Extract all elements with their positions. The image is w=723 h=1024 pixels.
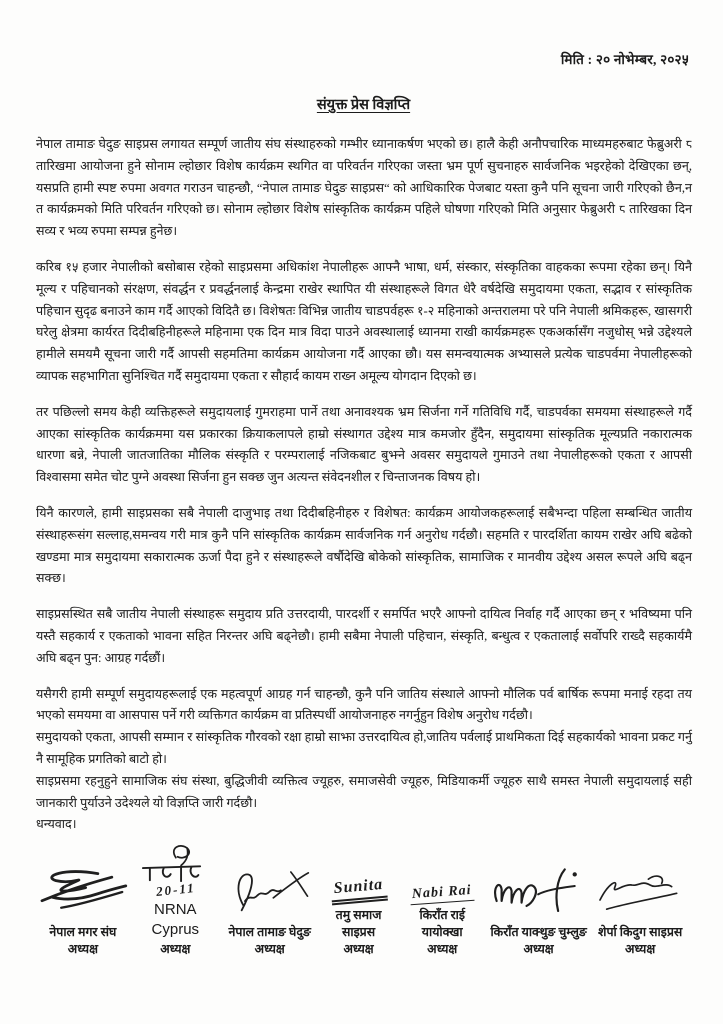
paragraph: करिब १५ हजार नेपालीको बसोबास रहेको साइप्रसमा अधिकांश नेपालीहरू आफ्नै भाषा, धर्म, संस्कार, संस्कृतिका वाहकका रूपमा रहेका छन्। यिनै मूल्य र पहिचानको संरक्षण, संवर्द्धन र प्रवर्द्धनलाई केन्द्रमा राखेर स्थापित यी संस्थाहरूले विगत धेरै वर्षदेखि समुदायमा एकता, सद्भाव र सांस्कृतिक पहिचान सुदृढ बनाउने काम गर्दै आएको विदितै छ। विशेषतः विभिन्न जातीय चाडपर्वहरू १-२ महिनाको अन्तरालमा परे पनि नेपाली श्रमिकहरू, खासगरी घरेलु क्षेत्रमा कार्यरत दिदीबहिनीहरूले महिनामा एक दिन मात्र विदा पाउने अवस्थालाई ध्यानमा राखी कार्यक्रमहरू एकअर्कासँग नजुधोस् भन्ने उद्देश्यले हामीले समयमै सूचना जारी गर्दै आपसी सहमतिमा कार्यक्रम आयोजना गर्दै आएका छौ। यस समन्वयात्मक अभ्यासले प्रत्येक चाडपर्वमा नेपालीहरूको व्यापक सहभागिता सुनिश्चित गर्दै समुदायमा एकता र सौहार्द कायम राख्न अमूल्य योगदान दिएको छ। bbox=[36, 259, 692, 383]
paragraph: तर पछिल्लो समय केही व्यक्तिहरूले समुदायलाई गुमराहमा पार्ने तथा अनावश्यक भ्रम सिर्जना गर्ने गतिविधि गर्दै, चाडपर्वका समयमा संस्थाहरूले गर्दै आएका सांस्कृतिक कार्यक्रममा यस प्रकारका क्रियाकलापले हाम्रो संस्थागत उद्देश्य मात्र कमजोर हुँदैन, समुदायमा सांस्कृतिक मूल्यप्रति नकारात्मक धारणा बन्ने, नेपाली जातजातिका मौलिक संस्कृति र परम्परालाई नजिकबाट बुझ्ने अवसर समुदायले गुमाउने तथा नेपालीहरूको एकता र आपसी विश्वासमा समेत चोट पुग्ने अवस्था सिर्जना हुन सक्छ जुन अत्यन्त संवेदनशील र चिन्ताजनक विषय हो। bbox=[36, 404, 692, 485]
signatory-block-magar-sangh bbox=[36, 862, 130, 958]
signatory-role: अध्यक्ष bbox=[427, 941, 458, 956]
document-title: संयुक्त प्रेस विज्ञप्ति bbox=[316, 97, 411, 113]
signatory-org: शेर्पा किदुग साइप्रस bbox=[598, 924, 683, 939]
signature-scribble-icon bbox=[35, 862, 131, 920]
signatory-org: तमु समाज साइप्रस bbox=[335, 908, 382, 939]
paragraph: साइप्रसस्थित सबै जातीय नेपाली संस्थाहरू समुदाय प्रति उत्तरदायी, पारदर्शी र समर्पित भएरै आफ्नो दायित्व निर्वाह गर्दै आएका छन् र भविष्यमा पनि यस्तै सहकार्य र एकताको भावना सहित निरन्तर अघि बढ्नेछौ। हामी सबैमा नेपाली पहिचान, संस्कृति, बन्धुत्व र एकतालाई सर्वोपरि राख्दै सहकार्यमै अघि बढ्न पुन: आग्रह गर्दछौं। bbox=[36, 607, 692, 665]
paragraph: समुदायको एकता, आपसी सम्मान र सांस्कृतिक गौरवको रक्षा हाम्रो साझा उत्तरदायित्व हो,जातिय पर्वलाई प्राथमिकता दिई सहकार्यको भावना प्रकट गर्नु नै सामूहिक प्रगतिको बाटो हो। bbox=[36, 730, 692, 766]
signatory-block-kirat-yakthung bbox=[486, 862, 591, 958]
signature-scribble-icon bbox=[220, 862, 320, 920]
signatory-role: अध्यक्ष bbox=[343, 941, 374, 956]
document-date: मिति : २० नोभेम्बर, २०२५ bbox=[560, 52, 689, 67]
signature-name-text: Sunita bbox=[330, 877, 387, 906]
signature-handwritten-name bbox=[331, 845, 387, 903]
paragraph: साइप्रसमा रहनुहुने सामाजिक संघ संस्था, बुद्धिजीवी व्यक्तित्व ज्यूहरु, समाजसेवी ज्यूहरु, मिडियाकर्मी ज्यूहरु साथै समस्त नेपाली समुदायलाई सही जानकारी पुर्याउने उदेश्यले यो विज्ञप्ति जारी गर्दछौ। bbox=[36, 773, 692, 810]
signatory-org: NRNA Cyprus bbox=[151, 901, 200, 939]
signature-handwritten-name bbox=[410, 845, 474, 903]
signatory-role: अध्यक्ष bbox=[160, 941, 191, 956]
signatory-role: अध्यक्ष bbox=[254, 941, 285, 956]
signatory-block-tamu-samaj bbox=[319, 845, 399, 958]
paragraph: यसैगरी हामी सम्पूर्ण समुदायहरूलाई एक महत्वपूर्ण आग्रह गर्न चाहन्छौ, कुनै पनि जातिय संस्थाले आफ्नो मौलिक पर्व बार्षिक रूपमा मनाई रहदा तय भएको समयमा वा आसपास पर्ने गरी व्यक्तिगत कार्यक्रम वा प्रतिस्पर्धी आयोजनाहरु नगर्नुहुन विशेष अनुरोध गर्दछौ। bbox=[36, 686, 692, 723]
closing-thanks: धन्यवाद। bbox=[36, 817, 77, 832]
signatory-org: किराँत राई यायोक्खा bbox=[419, 908, 465, 939]
signature-scribble-icon bbox=[485, 862, 593, 920]
signatory-block-tamang-ghedung bbox=[221, 862, 319, 958]
signatory-org: नेपाल मगर संघ bbox=[49, 924, 117, 939]
signatory-org: नेपाल तामाङ घेदुङ bbox=[228, 924, 311, 939]
signatory-role: अध्यक्ष bbox=[523, 941, 554, 956]
paragraph: नेपाल तामाङ घेदुङ साइप्रस लगायत सम्पूर्ण जातीय संघ संस्थाहरुको गम्भीर ध्यानाकर्षण भएको छ। हालै केही अनौपचारिक माध्यमहरुबाट फेब्रुअरी ८ तारिखमा आयोजना हुने सोनाम ल्होछार विशेष कार्यक्रम स्थगित वा परिवर्तन गरिएका जस्ता भ्रम पूर्ण सुचनाहरु सार्वजनिक भइरहेको देखिएका छन्, यसप्रति हामी स्पष्ट रुपमा अवगत गराउन चाहन्छौ, “नेपाल तामाङ घेदुङ साइप्रस“ को आधिकारिक पेजबाट यस्ता कुनै पनि सूचना जारी गरिएको छैन,न त कार्यक्रमको मिति परिवर्तन गरिएको छ। सोनाम ल्होछार विशेष सांस्कृतिक कार्यक्रम पहिले घोषणा गरिएको मिति अनुसार फेब्रुअरी ८ तारिखका दिन सव्य र भव्य रुपमा सम्पन्न हुनेछ। bbox=[36, 137, 692, 239]
signature-name-text: Nabi Rai bbox=[410, 884, 475, 905]
document-body bbox=[36, 134, 692, 836]
signature-date-text: 20-11 bbox=[154, 880, 196, 900]
signatory-org: किराँत याक्थुङ चुम्लुङ bbox=[490, 924, 587, 939]
signature-scribble-icon bbox=[136, 838, 214, 900]
signatory-role: अध्यक्ष bbox=[67, 941, 98, 956]
paragraph: यिनै कारणले, हामी साइप्रसका सबै नेपाली दाजुभाइ तथा दिदीबहिनीहरु र विशेषत: कार्यक्रम आयोजकहरूलाई सबैभन्दा पहिला सम्बन्धित जातीय संस्थाहरूसंग सल्लाह,समन्वय गरी मात्र कुनै पनि सांस्कृतिक कार्यक्रम सार्वजनिक गर्न अनुरोध गर्दछौ। सहमति र पारदर्शिता कायम राखेर अघि बढेको खण्डमा मात्र समुदायमा सकारात्मक ऊर्जा पैदा हुने र संस्थाहरूले वर्षौदेखि बोकेको सांस्कृतिक, सामाजिक र मानवीय उद्देश्य असल रूपले अघि बढ्न सक्छ। bbox=[36, 505, 692, 586]
signature-scribble-icon bbox=[590, 862, 690, 920]
signatory-block-sherpa-kyidug bbox=[591, 862, 689, 958]
signatory-block-nrna bbox=[130, 838, 221, 958]
signatory-block-kirat-rai bbox=[399, 845, 486, 958]
signature-row bbox=[36, 838, 691, 958]
signatory-role: अध्यक्ष bbox=[625, 941, 656, 956]
